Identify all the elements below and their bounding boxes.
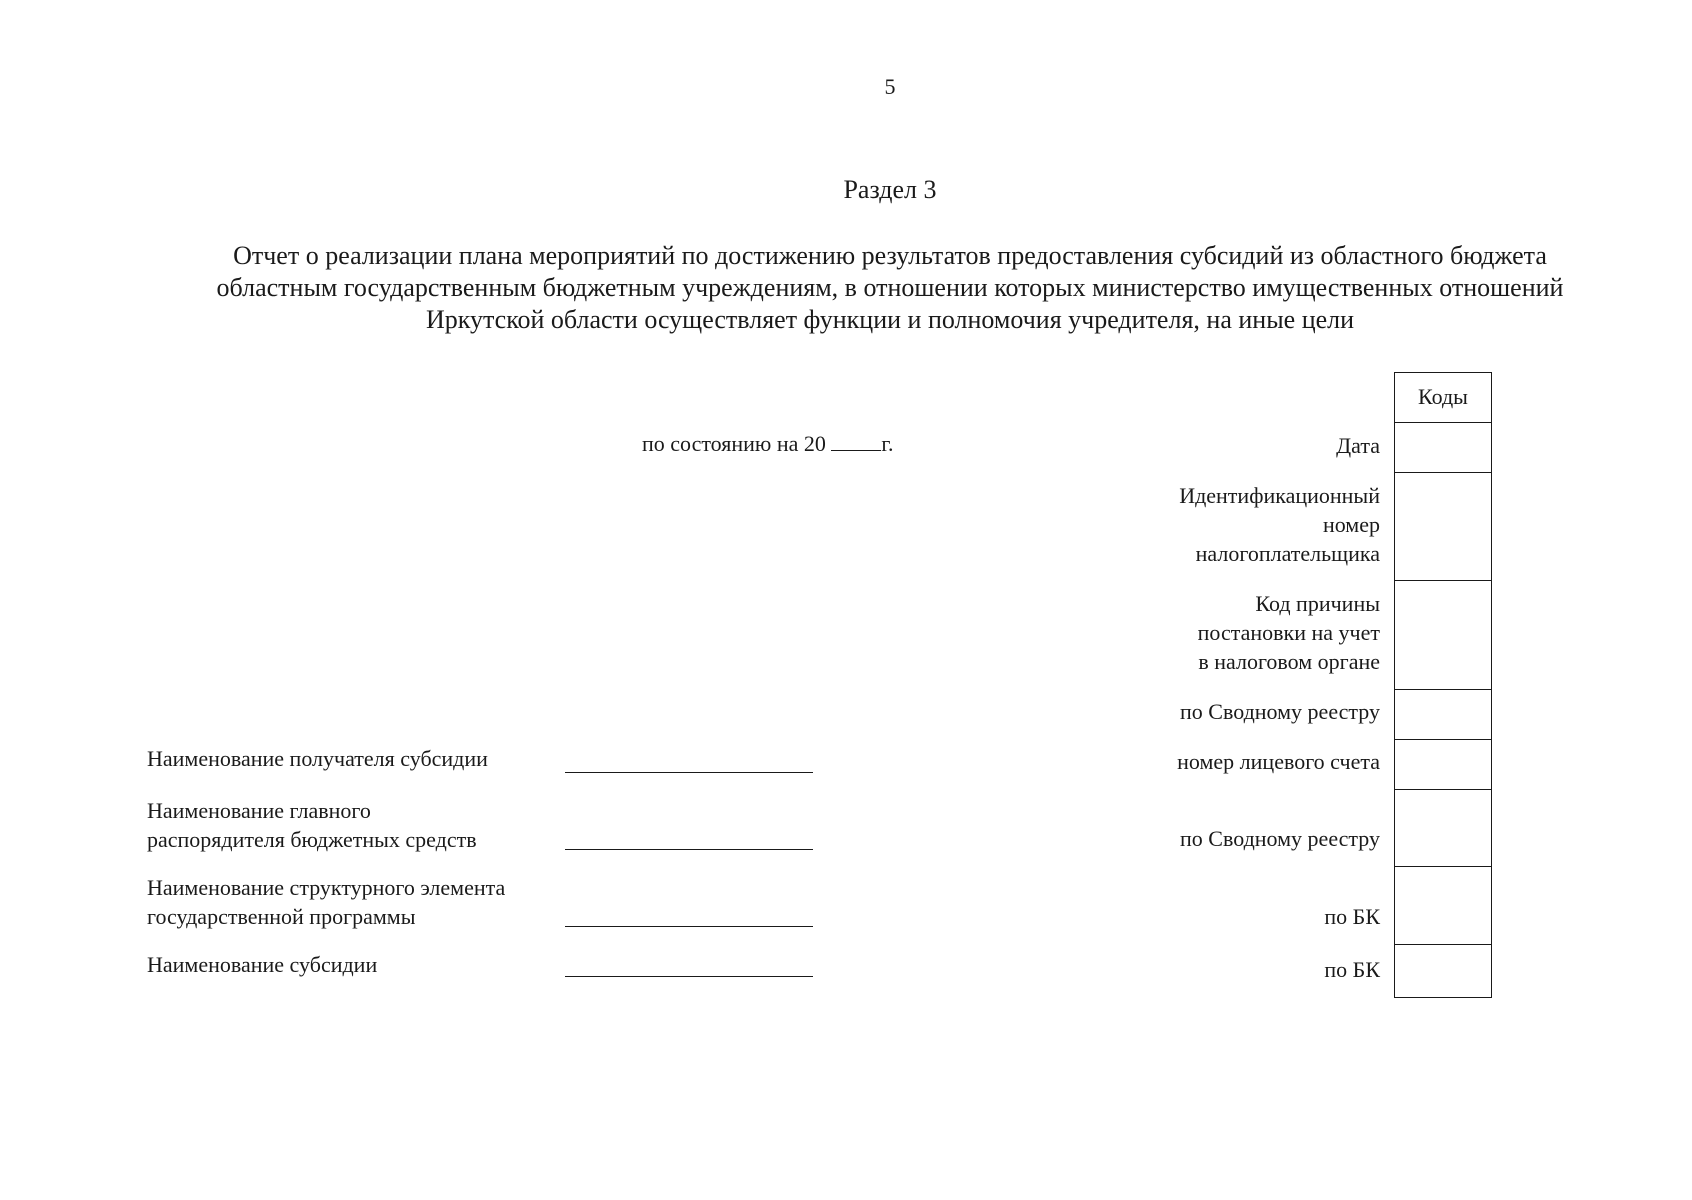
label-registry-2: по Сводному реестру bbox=[1180, 826, 1380, 851]
codes-table bbox=[1394, 372, 1492, 998]
label-line: распорядителя бюджетных средств bbox=[147, 827, 477, 852]
label-registry: по Сводному реестру bbox=[1180, 699, 1380, 724]
code-cell-kpp[interactable] bbox=[1395, 581, 1491, 690]
as-of-prefix: по состоянию на 20 bbox=[642, 431, 826, 456]
label-line: Идентификационный bbox=[1179, 483, 1380, 508]
field-line-recipient[interactable] bbox=[565, 772, 813, 773]
code-cell-date[interactable] bbox=[1395, 423, 1491, 473]
code-cell-account[interactable] bbox=[1395, 740, 1491, 790]
report-title-line: Иркутской области осуществляет функции и полномочия учредителя, на иные цели bbox=[425, 305, 1355, 334]
code-cell-inn[interactable] bbox=[1395, 473, 1491, 581]
label-line: государственной программы bbox=[147, 904, 416, 929]
report-title bbox=[80, 240, 1692, 336]
field-line-program-element[interactable] bbox=[565, 926, 813, 927]
report-title-line: областным государственным бюджетным учреждениям, в отношении которых министерство имущественных отношений bbox=[216, 273, 1564, 302]
codes-header: Коды bbox=[1395, 373, 1491, 423]
code-cell-bk-2[interactable] bbox=[1395, 945, 1491, 997]
field-label-program-element bbox=[147, 873, 505, 931]
field-label-main-manager bbox=[147, 796, 477, 854]
label-line: Наименование главного bbox=[147, 798, 371, 823]
page-number: 5 bbox=[884, 74, 896, 99]
label-kpp bbox=[1198, 589, 1380, 676]
as-of-date bbox=[642, 431, 893, 457]
field-line-main-manager[interactable] bbox=[565, 849, 813, 850]
code-cell-bk[interactable] bbox=[1395, 867, 1491, 945]
label-line: номер bbox=[1322, 512, 1380, 537]
field-line-subsidy[interactable] bbox=[565, 976, 813, 977]
code-cell-registry-2[interactable] bbox=[1395, 790, 1491, 867]
field-label-recipient: Наименование получателя субсидии bbox=[147, 746, 488, 771]
label-line: в налоговом органе bbox=[1198, 649, 1380, 674]
label-line: постановки на учет bbox=[1197, 620, 1380, 645]
label-bk-2: по БК bbox=[1324, 957, 1380, 982]
label-date: Дата bbox=[1336, 433, 1380, 458]
label-inn bbox=[1179, 481, 1380, 568]
year-blank[interactable] bbox=[831, 434, 881, 451]
label-line: Наименование структурного элемента bbox=[147, 875, 506, 900]
field-label-subsidy: Наименование субсидии bbox=[147, 952, 378, 977]
label-line: Код причины bbox=[1255, 591, 1380, 616]
code-cell-registry[interactable] bbox=[1395, 690, 1491, 740]
as-of-suffix: г. bbox=[881, 431, 894, 456]
report-title-line: Отчет о реализации плана мероприятий по достижению результатов предоставления субсидий из областного бюджета bbox=[233, 241, 1547, 270]
label-bk: по БК bbox=[1324, 904, 1380, 929]
label-account: номер лицевого счета bbox=[1177, 749, 1380, 774]
section-title: Раздел 3 bbox=[843, 175, 937, 204]
label-line: налогоплательщика bbox=[1195, 541, 1380, 566]
